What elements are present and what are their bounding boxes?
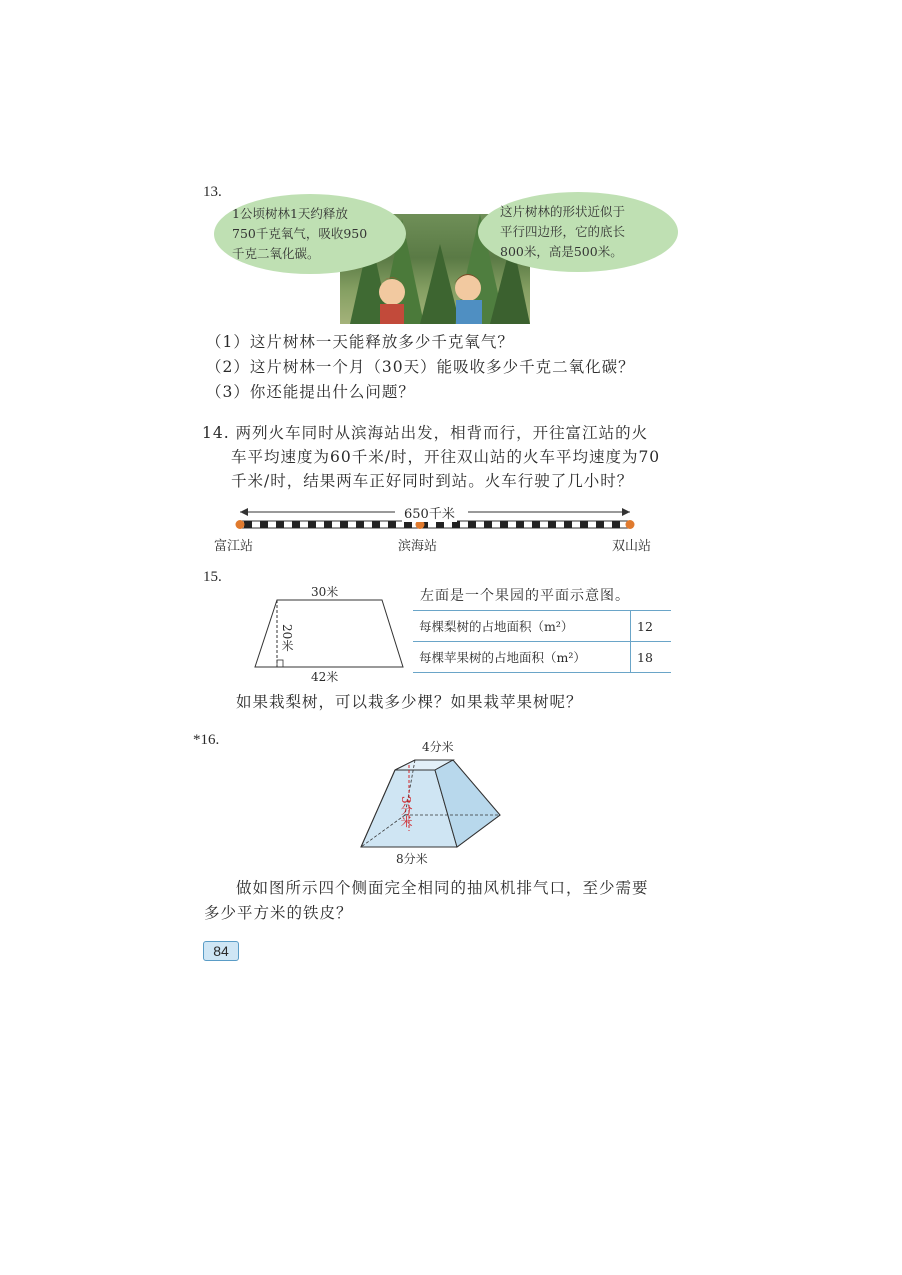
orchard-trapezoid <box>250 595 410 675</box>
track-tie <box>516 521 524 528</box>
trapezoid-top-label: 30米 <box>311 585 339 599</box>
q14-line-2: 车平均速度为60千米/时，开往双山站的火车平均速度为70 <box>231 448 661 466</box>
track-tie <box>612 521 620 528</box>
track-tie <box>324 521 332 528</box>
bubble-left-line-2: 750千克氧气，吸收950 <box>232 226 368 241</box>
q13-sub-2: （2）这片树林一个月（30天）能吸收多少千克二氧化碳？ <box>206 358 635 376</box>
vent-frustum-diagram <box>355 752 515 852</box>
track-tie <box>356 521 364 528</box>
bubble-left-line-3: 千克二氧化碳。 <box>232 246 320 261</box>
q13-number: 13. <box>203 184 222 200</box>
station-dot-fujiang <box>236 520 245 529</box>
frustum-height-label: 3分米 <box>399 796 413 828</box>
track-tie <box>260 521 268 528</box>
table-row-value: 18 <box>631 642 672 673</box>
q16-line-2: 多少平方米的铁皮？ <box>204 904 353 922</box>
trapezoid-height-label: 20米 <box>280 624 294 652</box>
table-row-value: 12 <box>631 611 672 642</box>
track-tie <box>436 521 444 528</box>
track-tie <box>452 521 460 528</box>
frustum-top-label: 4分米 <box>422 740 454 754</box>
track-tie <box>484 521 492 528</box>
q14-line-1: 14. 两列火车同时从滨海站出发，相背而行，开往富江站的火 <box>202 424 649 442</box>
station-dot-shuangshan <box>626 520 635 529</box>
track-tie <box>276 521 284 528</box>
track-tie <box>564 521 572 528</box>
station-binhai: 滨海站 <box>398 539 438 554</box>
bubble-right-line-3: 800米，高是500米。 <box>500 244 623 259</box>
track-tie <box>388 521 396 528</box>
track-tie <box>468 521 476 528</box>
track-tie <box>596 521 604 528</box>
q13-sub-1: （1）这片树林一天能释放多少千克氧气？ <box>206 333 514 351</box>
track-tie <box>292 521 300 528</box>
q16-number: *16. <box>193 732 220 748</box>
q13-sub-3: （3）你还能提出什么问题？ <box>206 383 415 401</box>
track-tie <box>244 521 252 528</box>
table-caption: 左面是一个果园的平面示意图。 <box>420 588 630 604</box>
trapezoid-bottom-label: 42米 <box>311 670 339 684</box>
q16-line-1: 做如图所示四个侧面完全相同的抽风机排气口，至少需要 <box>236 879 649 897</box>
track-tie <box>532 521 540 528</box>
table-row-label: 每棵苹果树的占地面积（m²） <box>413 642 631 673</box>
speech-bubble-right <box>478 192 678 272</box>
page-number-badge: 84 <box>203 941 239 961</box>
track-tie <box>340 521 348 528</box>
station-fujiang: 富江站 <box>214 539 254 554</box>
speech-bubble-left <box>214 194 406 274</box>
q14-line-3: 千米/时，结果两车正好同时到站。火车行驶了几小时？ <box>231 472 634 490</box>
station-shuangshan: 双山站 <box>612 539 652 554</box>
planting-area-table <box>413 610 671 673</box>
track-tie <box>500 521 508 528</box>
bubble-right-line-1: 这片树林的形状近似于 <box>500 204 626 219</box>
bubble-right-line-2: 平行四边形，它的底长 <box>500 224 626 239</box>
track-tie <box>580 521 588 528</box>
table-row-label: 每棵梨树的占地面积（m²） <box>413 611 631 642</box>
frustum-bottom-label: 8分米 <box>396 852 428 866</box>
bubble-left-line-1: 1公顷树林1天约释放 <box>232 206 348 221</box>
distance-label: 650千米 <box>402 503 457 522</box>
track-tie <box>308 521 316 528</box>
q15-question: 如果栽梨树，可以栽多少棵？如果栽苹果树呢？ <box>236 693 583 711</box>
table-row <box>413 611 671 642</box>
table-row <box>413 642 671 673</box>
q15-number: 15. <box>203 569 222 585</box>
track-tie <box>404 521 412 528</box>
track-tie <box>372 521 380 528</box>
track-tie <box>548 521 556 528</box>
